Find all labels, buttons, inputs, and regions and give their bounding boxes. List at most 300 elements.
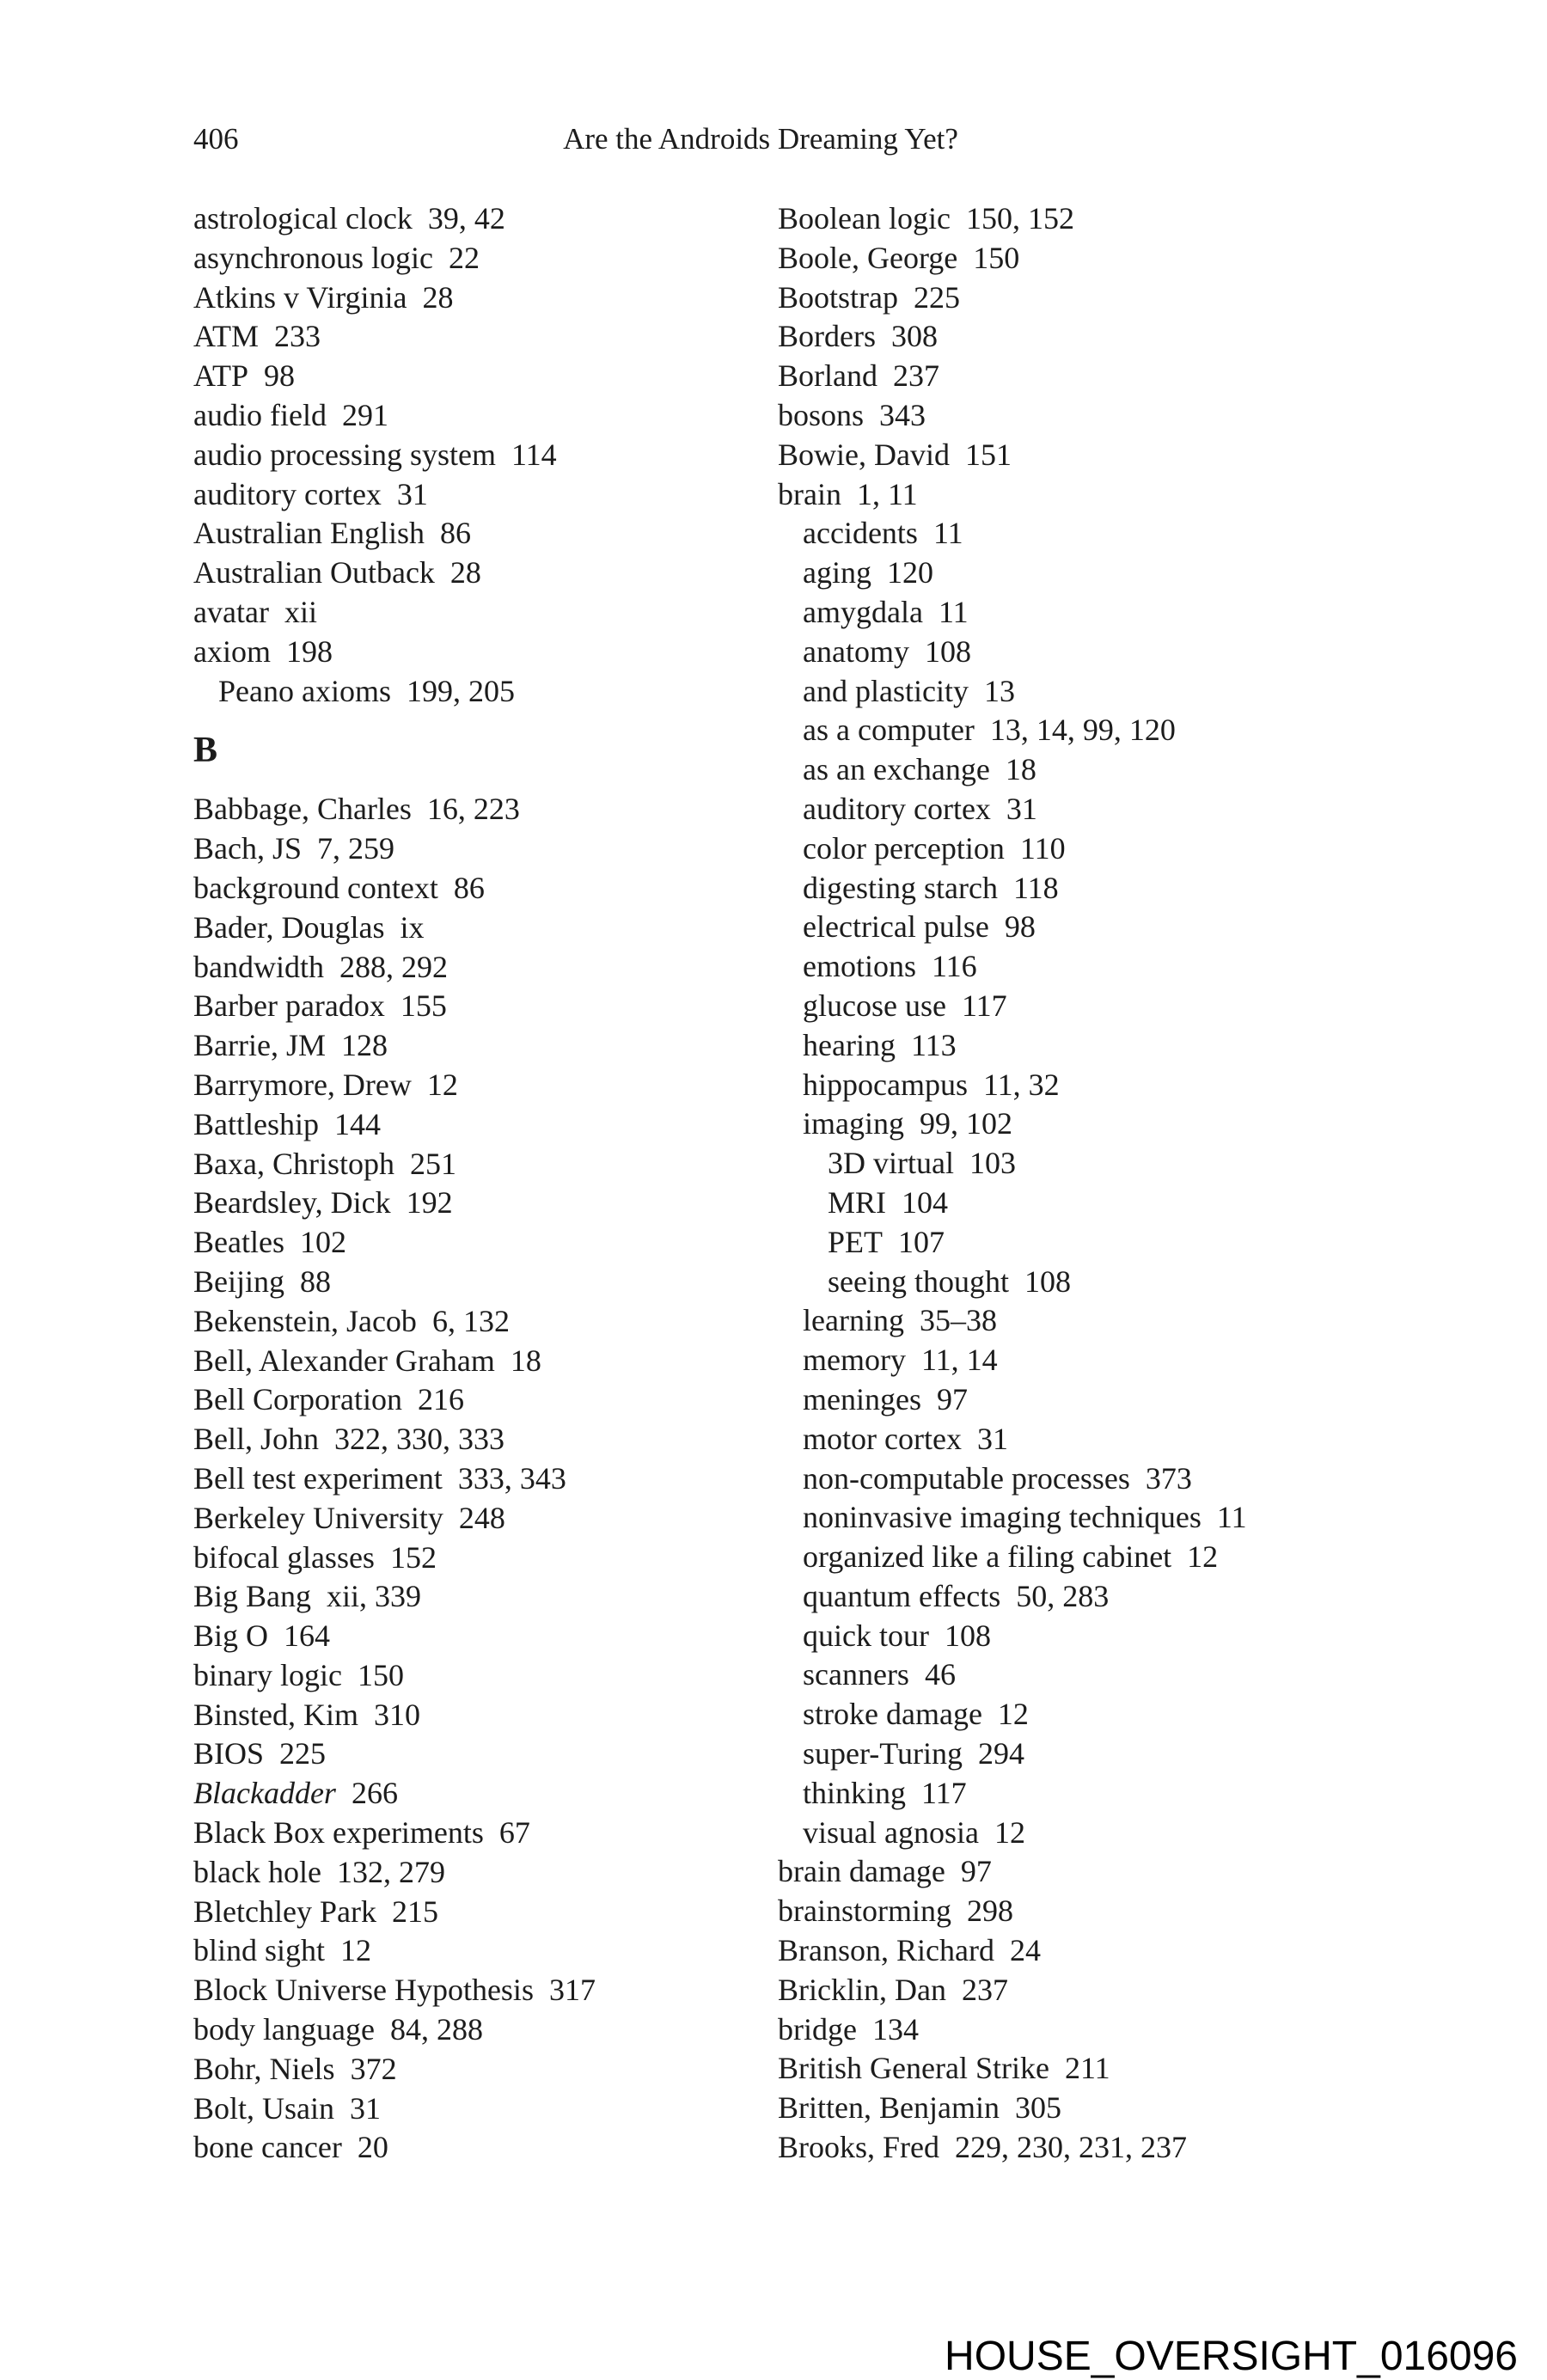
index-page-refs: 13, 14, 99, 120	[989, 713, 1176, 748]
index-subentry	[778, 947, 1336, 987]
index-page-refs: 298	[966, 1894, 1013, 1929]
index-page-refs: 150, 152	[965, 201, 1074, 236]
index-term: Boolean logic	[778, 201, 951, 236]
index-page-refs: 229, 230, 231, 237	[955, 2130, 1187, 2165]
index-entry	[778, 436, 1336, 475]
index-subentry	[778, 633, 1336, 672]
index-term: auditory cortex	[803, 791, 991, 826]
index-term: Bootstrap	[778, 279, 898, 315]
index-entry	[193, 987, 752, 1026]
index-entry	[193, 239, 752, 278]
index-page-refs: 343	[879, 397, 926, 432]
index-page-refs: 118	[1012, 870, 1059, 905]
index-term: bifocal glasses	[193, 1539, 375, 1575]
index-entry	[193, 1774, 752, 1814]
index-subentry	[778, 1341, 1336, 1380]
index-term: Bell, John	[193, 1422, 320, 1457]
index-term: emotions	[803, 949, 916, 984]
index-subentry	[778, 672, 1336, 712]
index-entry	[193, 1735, 752, 1774]
index-subentry	[778, 1498, 1336, 1538]
index-letter-heading: B	[193, 731, 218, 771]
index-subentry	[778, 1655, 1336, 1695]
running-header	[193, 122, 1328, 165]
index-term: Bell Corporation	[193, 1382, 402, 1417]
index-page-refs: 98	[1004, 909, 1036, 945]
index-page-refs: 31	[976, 1421, 1008, 1456]
index-entry	[778, 199, 1336, 239]
index-page-refs: 192	[406, 1185, 453, 1221]
index-term: Blackadder	[193, 1776, 336, 1811]
index-term: noninvasive imaging techniques	[803, 1500, 1202, 1535]
index-page-refs: 28	[449, 555, 481, 590]
index-term: ATM	[193, 319, 260, 354]
index-page-refs: 216	[417, 1382, 464, 1417]
index-entry	[193, 1026, 752, 1066]
index-term: Australian English	[193, 516, 425, 551]
index-entry	[778, 357, 1336, 396]
index-page-refs: xii, 339	[327, 1579, 422, 1614]
index-page-refs: 225	[279, 1736, 327, 1771]
index-page-refs: 333, 343	[457, 1460, 566, 1496]
index-term: imaging	[803, 1106, 904, 1141]
index-page-refs: 31	[350, 2090, 382, 2126]
index-page-refs: 155	[400, 988, 447, 1024]
index-term: thinking	[803, 1775, 907, 1810]
index-term: Brooks, Fred	[778, 2130, 939, 2165]
index-term: axiom	[193, 633, 271, 669]
index-term: anatomy	[803, 633, 909, 669]
index-entry	[193, 1459, 752, 1499]
index-term: scanners	[803, 1657, 909, 1692]
index-entry	[778, 1971, 1336, 2010]
index-term: Binsted, Kim	[193, 1697, 359, 1732]
index-entry	[778, 1892, 1336, 1931]
index-term: bridge	[778, 2011, 857, 2047]
index-term: bosons	[778, 397, 865, 432]
index-page-refs: 20	[357, 2130, 388, 2165]
index-page-refs: 288, 292	[339, 949, 448, 984]
index-page-refs: 108	[944, 1618, 991, 1653]
index-term: Britten, Benjamin	[778, 2090, 1000, 2126]
index-term: hearing	[803, 1027, 896, 1062]
index-subentry	[778, 1026, 1336, 1066]
index-page-refs: 18	[510, 1343, 541, 1378]
index-page-refs: 251	[409, 1146, 456, 1181]
index-term: bone cancer	[193, 2130, 342, 2165]
index-entry	[778, 2049, 1336, 2089]
index-entry	[193, 593, 752, 633]
index-term: Peano axioms	[218, 673, 391, 708]
index-term: color perception	[803, 830, 1005, 866]
index-term: meninges	[803, 1381, 921, 1416]
index-subentry	[778, 593, 1336, 633]
index-subentry	[778, 869, 1336, 909]
index-term: Bell, Alexander Graham	[193, 1343, 495, 1378]
index-page-refs: 198	[285, 633, 333, 669]
index-term: brain damage	[778, 1854, 945, 1889]
index-page-refs: 310	[374, 1697, 421, 1732]
index-page-refs: 13	[983, 673, 1015, 708]
index-term: Beijing	[193, 1263, 284, 1299]
index-term: organized like a filing cabinet	[803, 1539, 1172, 1575]
index-entry	[193, 396, 752, 436]
index-page-refs: 132, 279	[336, 1854, 445, 1889]
index-entry	[193, 1420, 752, 1459]
index-page-refs: 107	[898, 1224, 945, 1259]
index-term: astrological clock	[193, 201, 413, 236]
index-term: as a computer	[803, 713, 975, 748]
index-page-refs: 233	[274, 319, 321, 354]
index-term: auditory cortex	[193, 476, 382, 511]
index-term: digesting starch	[803, 870, 998, 905]
index-subentry	[778, 829, 1336, 869]
index-page-refs: 151	[964, 437, 1012, 472]
index-entry	[193, 1814, 752, 1853]
index-page-refs: 12	[994, 1814, 1025, 1850]
index-entry	[193, 1971, 752, 2010]
index-page-refs: 6, 132	[431, 1303, 510, 1338]
index-term: binary logic	[193, 1657, 342, 1692]
index-term: black hole	[193, 1854, 321, 1889]
index-subentry	[778, 1380, 1336, 1420]
index-entry	[193, 790, 752, 829]
index-subentry	[778, 711, 1336, 750]
index-page-refs: 215	[391, 1894, 438, 1929]
index-entry	[193, 1302, 752, 1342]
index-term: non-computable processes	[803, 1460, 1130, 1496]
index-term: bandwidth	[193, 949, 324, 984]
index-entry	[193, 1853, 752, 1893]
index-subentry	[193, 672, 752, 712]
index-entry	[193, 1223, 752, 1263]
index-term: Bach, JS	[193, 831, 302, 866]
index-term: visual agnosia	[803, 1814, 979, 1850]
index-term: Branson, Richard	[778, 1933, 994, 1968]
index-term: MRI	[828, 1184, 887, 1220]
index-subentry	[778, 987, 1336, 1026]
index-page-refs: 39, 42	[427, 201, 505, 236]
index-term: audio processing system	[193, 437, 496, 472]
index-page-refs: 103	[969, 1146, 1016, 1181]
index-entry	[193, 1066, 752, 1105]
index-page-refs: 237	[892, 358, 939, 394]
index-page-refs: 12	[1187, 1539, 1219, 1575]
index-subentry	[778, 1538, 1336, 1577]
index-term: and plasticity	[803, 673, 969, 708]
index-term: background context	[193, 870, 438, 905]
index-entry	[193, 199, 752, 239]
index-term: Atkins v Virginia	[193, 279, 407, 315]
index-page-refs: 1, 11	[856, 476, 918, 511]
index-subentry	[778, 1695, 1336, 1735]
index-term: British General Strike	[778, 2051, 1049, 2086]
index-page-refs: 12	[426, 1067, 458, 1102]
index-entry	[193, 514, 752, 554]
index-entry	[193, 554, 752, 593]
index-term: Bader, Douglas	[193, 909, 385, 945]
index-entry	[193, 436, 752, 475]
index-subentry	[778, 514, 1336, 554]
index-entry	[193, 357, 752, 396]
index-term: quick tour	[803, 1618, 929, 1653]
index-entry	[193, 2010, 752, 2050]
index-entry	[193, 1696, 752, 1735]
index-page-refs: 322, 330, 333	[334, 1422, 505, 1457]
index-entry	[778, 1852, 1336, 1892]
index-subentry	[778, 1066, 1336, 1105]
index-page-refs: 24	[1009, 1933, 1041, 1968]
index-entry	[778, 278, 1336, 318]
index-term: avatar	[193, 594, 269, 629]
index-term: Boole, George	[778, 240, 958, 275]
index-entry	[193, 1380, 752, 1420]
index-term: Bekenstein, Jacob	[193, 1303, 417, 1338]
index-page-refs: 104	[902, 1184, 949, 1220]
index-term: amygdala	[803, 594, 923, 629]
index-page-refs: 308	[890, 319, 938, 354]
index-term: stroke damage	[803, 1697, 982, 1732]
index-page-refs: 31	[396, 476, 428, 511]
index-page-refs: 305	[1014, 2090, 1061, 2126]
index-page-refs: xii	[284, 594, 317, 629]
index-page-refs: 46	[924, 1657, 956, 1692]
index-page-refs: 225	[914, 279, 960, 315]
index-subentry	[778, 1184, 1336, 1223]
index-entry	[193, 317, 752, 357]
index-entry	[193, 1105, 752, 1145]
running-title: Are the Androids Dreaming Yet?	[563, 122, 958, 156]
index-page-refs: 211	[1064, 2051, 1110, 2086]
index-subentry	[778, 1104, 1336, 1144]
index-page-refs: 11, 14	[920, 1343, 998, 1378]
index-entry	[778, 2010, 1336, 2050]
index-entry	[193, 1617, 752, 1656]
bates-stamp: HOUSE_OVERSIGHT_016096	[945, 2334, 1518, 2379]
index-term: Battleship	[193, 1106, 319, 1141]
index-term: BIOS	[193, 1736, 265, 1771]
index-entry	[193, 829, 752, 869]
index-page-refs: 113	[910, 1027, 957, 1062]
index-subentry	[778, 1577, 1336, 1617]
index-term: brainstorming	[778, 1894, 951, 1929]
index-term: Berkeley University	[193, 1500, 443, 1535]
index-page-refs: 294	[977, 1736, 1024, 1771]
index-term: seeing thought	[828, 1263, 1009, 1299]
index-term: Beatles	[193, 1225, 284, 1260]
index-term: Bolt, Usain	[193, 2090, 335, 2126]
index-page-refs: 50, 283	[1016, 1578, 1110, 1613]
index-page-refs: 116	[932, 949, 977, 984]
index-entry	[193, 2089, 752, 2129]
index-page-refs: 35–38	[919, 1303, 997, 1338]
index-term: Big Bang	[193, 1579, 312, 1614]
index-entry	[778, 475, 1336, 515]
index-subentry	[778, 790, 1336, 829]
index-page-refs: 22	[448, 240, 480, 275]
index-page-refs: 84, 288	[389, 2012, 483, 2047]
index-entry	[193, 909, 752, 948]
index-column-left	[193, 199, 752, 2168]
index-term: brain	[778, 476, 841, 511]
index-term: motor cortex	[803, 1421, 962, 1456]
index-page-refs: 150	[357, 1657, 404, 1692]
index-term: ATP	[193, 358, 249, 394]
index-page-refs: 12	[340, 1933, 372, 1968]
index-term: Bletchley Park	[193, 1894, 376, 1929]
index-page-refs: 88	[300, 1263, 331, 1299]
index-term: accidents	[803, 516, 918, 551]
index-page-refs: 120	[886, 555, 933, 590]
index-entry	[193, 1499, 752, 1539]
index-term: Bowie, David	[778, 437, 950, 472]
index-term: Bohr, Niels	[193, 2051, 335, 2086]
index-term: Bell test experiment	[193, 1460, 443, 1496]
index-page-refs: ix	[400, 909, 425, 945]
index-entry	[193, 869, 752, 909]
index-page-refs: 11	[1216, 1500, 1247, 1535]
index-page-refs: 97	[936, 1381, 968, 1416]
index-page-refs: 67	[498, 1815, 530, 1851]
index-entry	[193, 633, 752, 672]
index-page-refs: 199, 205	[406, 673, 515, 708]
index-entry	[193, 1263, 752, 1302]
index-term: Big O	[193, 1618, 269, 1654]
index-term: Borders	[778, 319, 876, 354]
index-page-refs: 237	[961, 1972, 1008, 2007]
index-term: Bricklin, Dan	[778, 1972, 946, 2007]
index-term: memory	[803, 1343, 906, 1378]
index-entry	[778, 2089, 1336, 2128]
index-term: super-Turing	[803, 1736, 963, 1771]
index-page-refs: 18	[1005, 752, 1036, 787]
index-column-right	[778, 199, 1336, 2168]
index-subentry	[778, 1263, 1336, 1302]
index-entry	[778, 1931, 1336, 1971]
index-term: 3D virtual	[828, 1146, 954, 1181]
index-term: PET	[828, 1224, 884, 1259]
index-entry	[778, 239, 1336, 278]
index-subentry	[778, 1814, 1336, 1853]
index-term: Block Universe Hypothesis	[193, 1973, 534, 2008]
index-page-refs: 7, 259	[317, 831, 394, 866]
index-entry	[193, 948, 752, 988]
index-subentry	[778, 750, 1336, 790]
index-subentry	[778, 1301, 1336, 1341]
index-page-refs: 291	[341, 397, 388, 432]
index-page-refs: 266	[351, 1776, 398, 1811]
index-page-refs: 128	[340, 1028, 388, 1063]
index-entry	[193, 1931, 752, 1971]
index-term: Barber paradox	[193, 988, 385, 1024]
index-term: Borland	[778, 358, 877, 394]
index-page-refs: 164	[284, 1618, 331, 1654]
index-entry	[778, 2128, 1336, 2168]
index-term: Baxa, Christoph	[193, 1146, 394, 1181]
index-subentry	[778, 1774, 1336, 1814]
index-term: glucose use	[803, 988, 946, 1023]
index-page-refs: 372	[350, 2051, 397, 2086]
index-page-refs: 117	[921, 1775, 967, 1810]
index-term: Babbage, Charles	[193, 792, 412, 827]
index-subentry	[778, 1144, 1336, 1184]
index-entry	[193, 475, 752, 515]
index-subentry	[778, 1223, 1336, 1263]
index-page-refs: 134	[871, 2011, 919, 2047]
index-subentry	[778, 1420, 1336, 1459]
index-entry	[193, 1184, 752, 1223]
index-subentry	[778, 1735, 1336, 1774]
index-term: Black Box experiments	[193, 1815, 484, 1851]
index-entry	[193, 2128, 752, 2168]
index-page-refs: 108	[924, 633, 971, 669]
index-term: body language	[193, 2012, 375, 2047]
index-term: quantum effects	[803, 1578, 1001, 1613]
index-page-refs: 373	[1145, 1460, 1192, 1496]
index-term: audio field	[193, 397, 327, 432]
index-page-refs: 117	[961, 988, 1007, 1023]
index-page-refs: 16, 223	[426, 792, 520, 827]
page-number: 406	[193, 122, 239, 156]
index-term: Beardsley, Dick	[193, 1185, 391, 1221]
index-entry	[193, 1656, 752, 1696]
index-term: Barrymore, Drew	[193, 1067, 412, 1102]
index-page-refs: 31	[1006, 791, 1037, 826]
index-entry	[193, 1893, 752, 1932]
index-page-refs: 102	[299, 1225, 346, 1260]
index-page-refs: 98	[264, 358, 296, 394]
index-term: learning	[803, 1303, 904, 1338]
index-page-refs: 144	[334, 1106, 381, 1141]
index-entry	[778, 396, 1336, 436]
index-page-refs: 86	[439, 516, 471, 551]
index-term: Australian Outback	[193, 555, 435, 590]
index-subentry	[778, 1617, 1336, 1656]
index-page-refs: 317	[548, 1973, 596, 2008]
index-page-refs: 11	[938, 594, 969, 629]
index-entry	[193, 1577, 752, 1617]
index-entry	[193, 278, 752, 318]
index-entry	[193, 1539, 752, 1578]
index-page-refs: 97	[960, 1854, 992, 1889]
index-page-refs: 150	[973, 240, 1020, 275]
index-page-refs: 12	[997, 1697, 1029, 1732]
index-page-refs: 152	[389, 1539, 437, 1575]
index-page-refs: 108	[1024, 1263, 1071, 1299]
index-term: aging	[803, 555, 871, 590]
index-subentry	[778, 554, 1336, 593]
index-term: asynchronous logic	[193, 240, 433, 275]
index-term: hippocampus	[803, 1067, 968, 1102]
index-term: Barrie, JM	[193, 1028, 326, 1063]
index-entry	[193, 1342, 752, 1381]
index-page-refs: 11, 32	[982, 1067, 1060, 1102]
index-page-refs: 99, 102	[919, 1106, 1012, 1141]
index-page-refs: 86	[453, 870, 485, 905]
index-subentry	[778, 1459, 1336, 1499]
index-entry	[778, 317, 1336, 357]
index-term: as an exchange	[803, 752, 990, 787]
index-term: electrical pulse	[803, 909, 989, 945]
index-term: blind sight	[193, 1933, 326, 1968]
index-entry	[193, 2050, 752, 2089]
index-page-refs: 114	[511, 437, 557, 472]
index-entry	[193, 1145, 752, 1184]
index-subentry	[778, 908, 1336, 947]
index-page-refs: 110	[1019, 830, 1066, 866]
index-page-refs: 11	[932, 516, 963, 551]
index-page-refs: 28	[422, 279, 454, 315]
